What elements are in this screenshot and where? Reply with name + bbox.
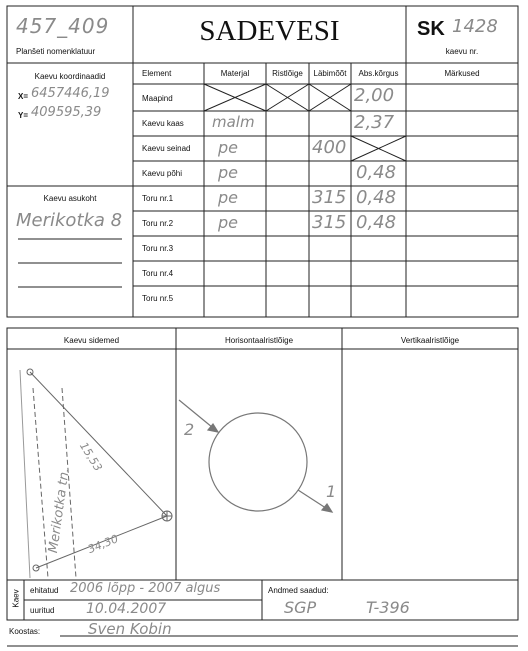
col-header-labimoot: Läbimõõt xyxy=(313,69,347,78)
page-title: SADEVESI xyxy=(199,15,340,47)
ehitatud-label: ehitatud xyxy=(30,586,59,595)
row-materjal-kaevu-seinad: pe xyxy=(218,138,238,157)
row-element-toru-1: Toru nr.1 xyxy=(142,194,174,203)
y-value: 409595,39 xyxy=(31,105,102,120)
row-element-toru-3: Toru nr.3 xyxy=(142,244,174,253)
row-materjal-kaevu-pohi: pe xyxy=(218,163,238,182)
col-header-markused: Märkused xyxy=(444,69,480,78)
row-materjal-toru-2: pe xyxy=(218,213,238,232)
col-header-ristloige: Ristlõige xyxy=(272,69,303,78)
row-abs-kaevu-kaas: 2,37 xyxy=(354,112,395,133)
row-materjal-toru-1: pe xyxy=(218,188,238,207)
y-label: Y= xyxy=(18,111,29,120)
x-label: X= xyxy=(18,92,29,101)
koostas-label: Koostas: xyxy=(9,627,41,636)
horizontal-section-drawing xyxy=(179,400,332,512)
diagram-title-horizontal: Horisontaalristlõige xyxy=(224,336,294,345)
sheet-number: 457_409 xyxy=(16,14,110,38)
andmed-value-1: SGP xyxy=(284,598,317,617)
row-labimoot-kaevu-seinad: 400 xyxy=(312,137,347,158)
row-labimoot-toru-1: 315 xyxy=(312,187,347,208)
location-value: Merikotka 8 xyxy=(16,210,123,231)
coords-title: Kaevu koordinaadid xyxy=(34,72,106,81)
street-label: Merikotka tn. xyxy=(46,466,73,555)
col-header-materjal: Materjal xyxy=(220,69,250,78)
row-element-toru-4: Toru nr.4 xyxy=(142,269,174,278)
col-header-element: Element xyxy=(142,69,172,78)
row-labimoot-toru-2: 315 xyxy=(312,212,347,233)
uuritud-value: 10.04.2007 xyxy=(86,601,167,617)
col-header-abs: Abs.kõrgus xyxy=(358,69,399,78)
row-abs-toru-2: 0,48 xyxy=(356,212,397,233)
row-element-kaevu-seinad: Kaevu seinad xyxy=(142,144,191,153)
diagram-title-ties: Kaevu sidemed xyxy=(63,336,120,345)
pipe-in-label: 2 xyxy=(184,420,195,439)
row-element-toru-2: Toru nr.2 xyxy=(142,219,174,228)
row-abs-maapind: 2,00 xyxy=(354,85,395,106)
andmed-value-2: T-396 xyxy=(366,598,410,617)
well-label: kaevu nr. xyxy=(445,47,479,56)
well-prefix: SK xyxy=(417,18,445,40)
row-element-toru-5: Toru nr.5 xyxy=(142,294,174,303)
koostas-value: Sven Kobin xyxy=(88,620,172,638)
dimension-top: 15,53 xyxy=(76,440,105,474)
row-abs-toru-1: 0,48 xyxy=(356,187,397,208)
row-element-maapind: Maapind xyxy=(142,94,173,103)
pipe-out-label: 1 xyxy=(326,482,337,501)
location-title: Kaevu asukoht xyxy=(43,194,97,203)
uuritud-label: uuritud xyxy=(30,606,55,615)
well-number: 1428 xyxy=(452,16,498,37)
sheet-label: Planšeti nomenklatuur xyxy=(16,47,96,56)
row-element-kaevu-pohi: Kaevu põhi xyxy=(142,169,183,178)
x-value: 6457446,19 xyxy=(31,86,110,101)
kaev-label: Kaev xyxy=(11,589,21,608)
row-abs-kaevu-pohi: 0,48 xyxy=(356,162,397,183)
andmed-label: Andmed saadud: xyxy=(268,586,329,595)
dimension-bottom: 34,30 xyxy=(86,532,121,557)
ehitatud-value: 2006 lõpp - 2007 algus xyxy=(70,581,221,596)
row-element-kaevu-kaas: Kaevu kaas xyxy=(142,119,184,128)
row-materjal-kaevu-kaas: malm xyxy=(212,113,255,131)
diagram-title-vertical: Vertikaalristlõige xyxy=(400,336,460,345)
